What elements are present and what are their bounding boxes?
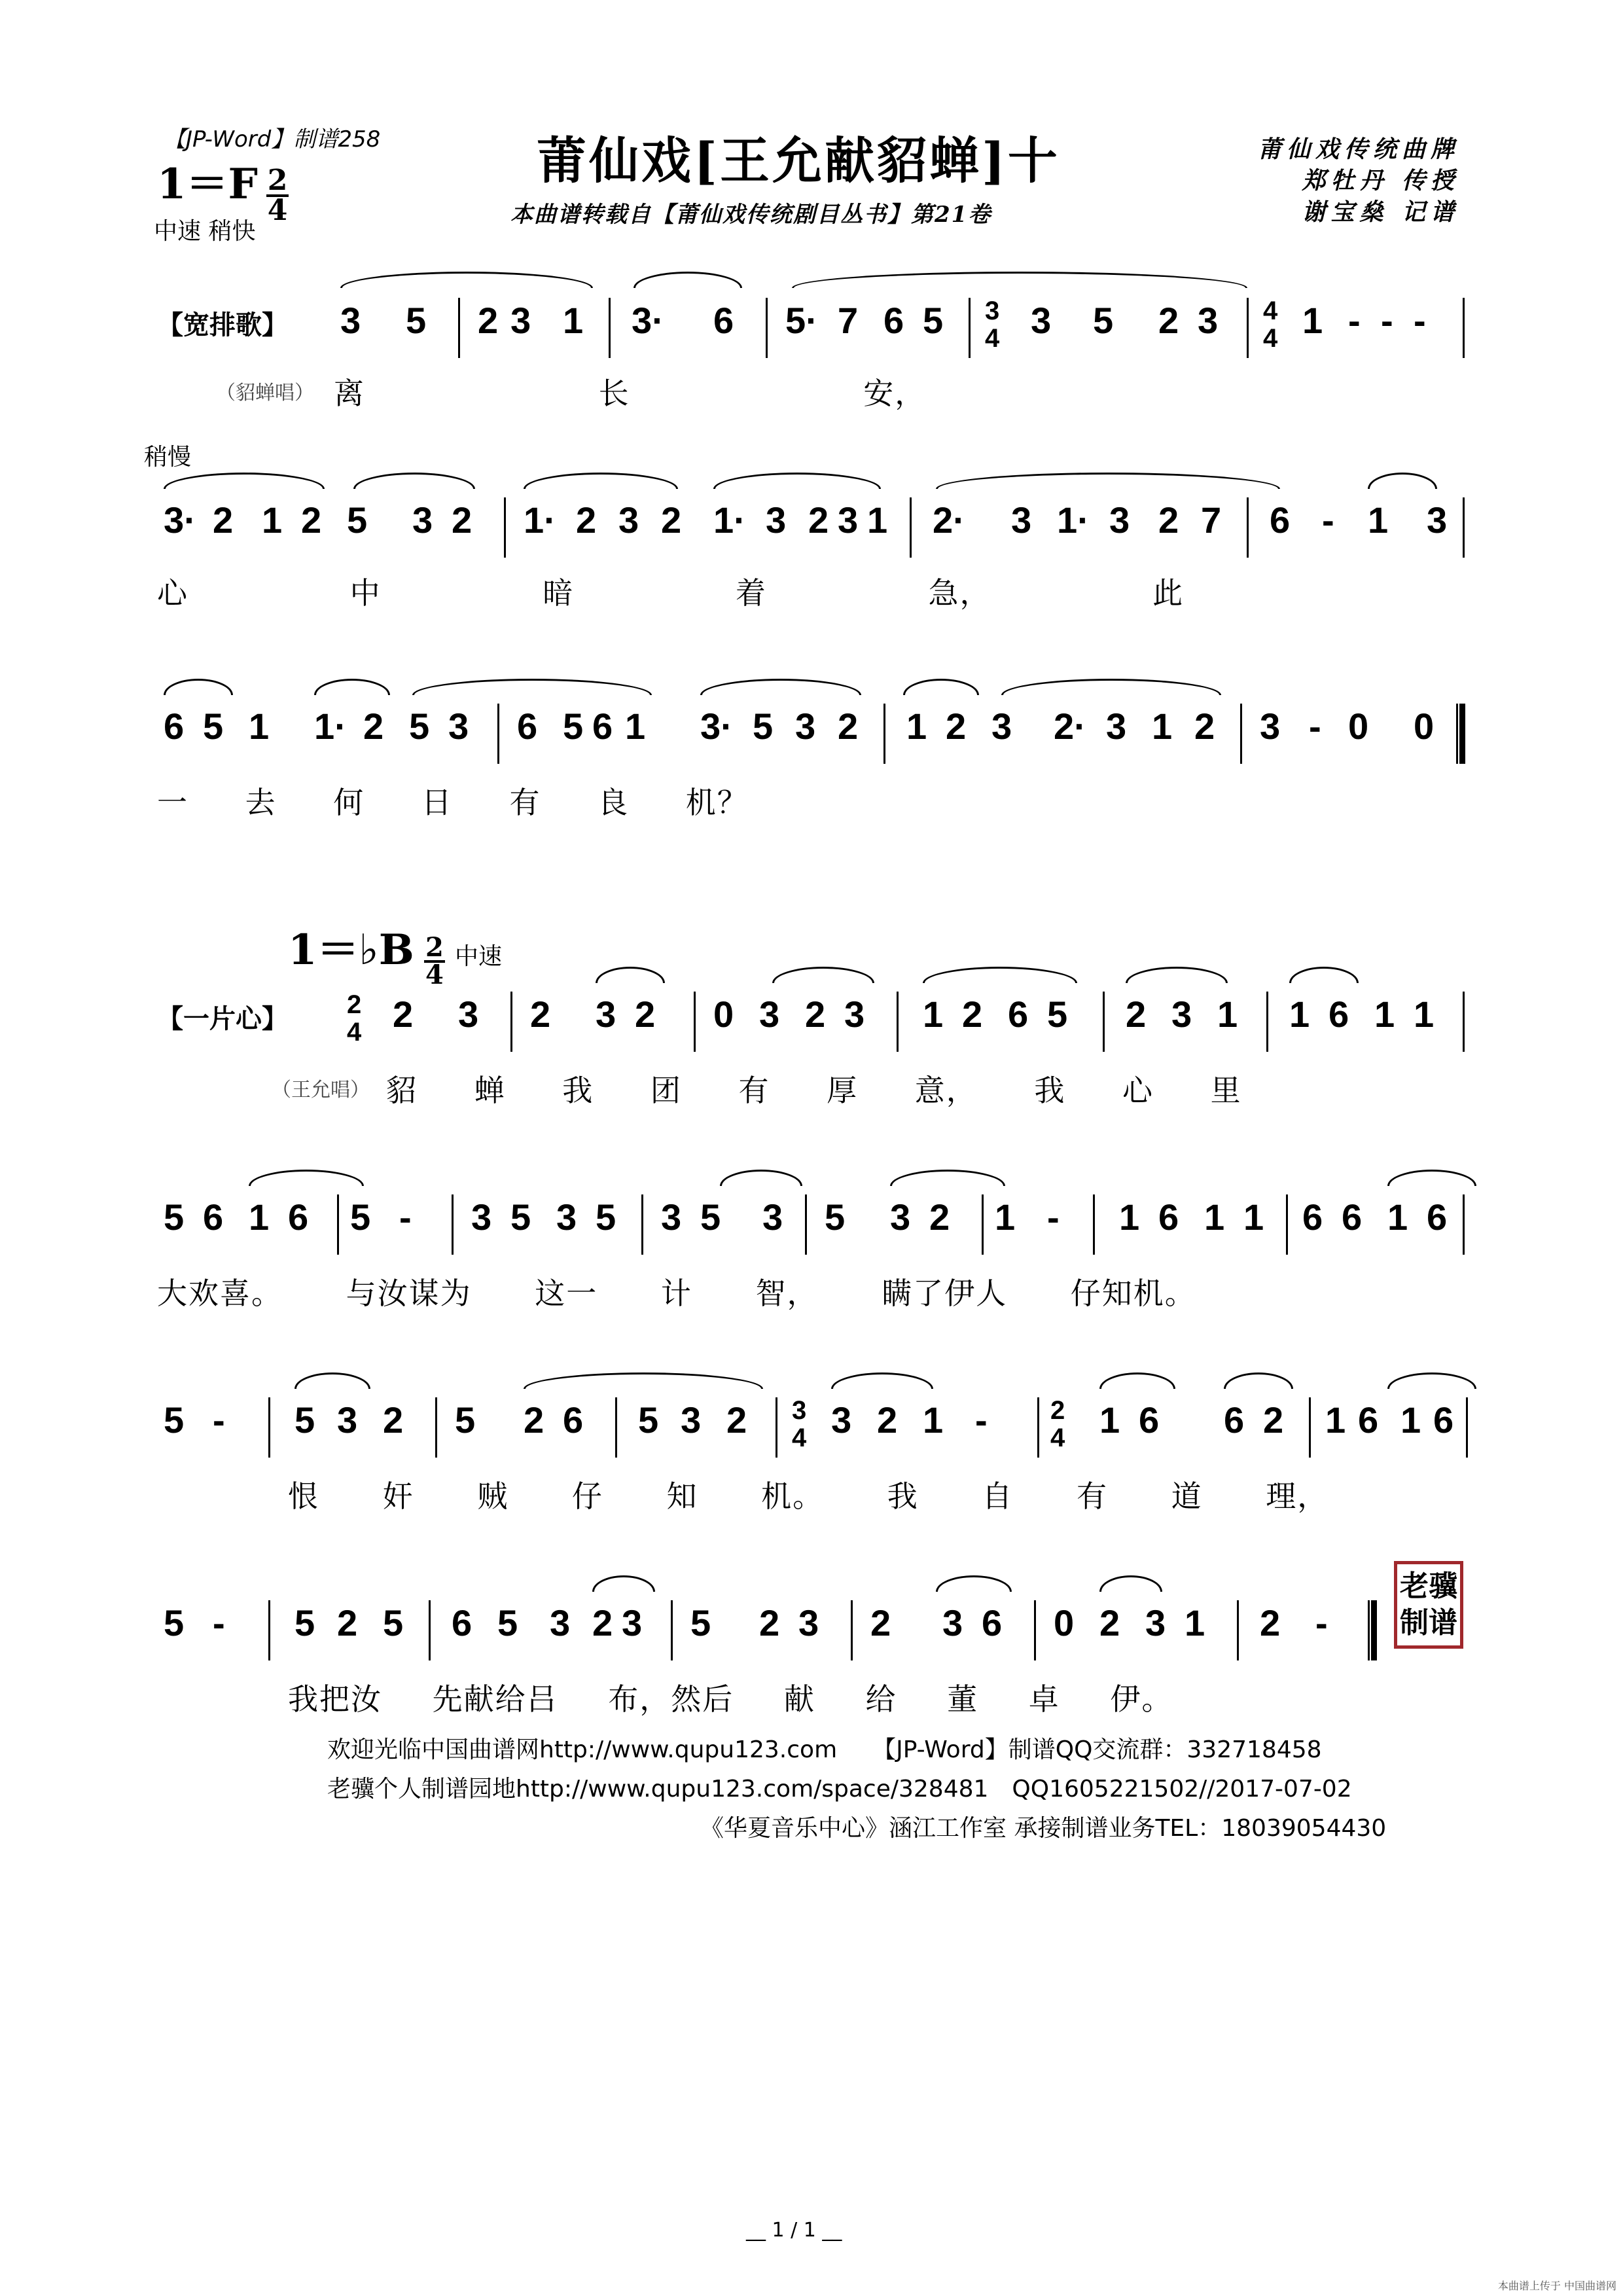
key-label-2: 1＝♭B [288, 925, 414, 975]
singer-label: （貂蝉唱） [216, 382, 314, 404]
credit-transcriber: 谢宝燊 记谱 [1302, 198, 1459, 226]
page-title: 莆仙戏[王允献貂蝉]十 [537, 132, 1060, 190]
maker-note: 【JP-Word】制谱258 [164, 126, 381, 152]
singer-label-2: （王允唱） [272, 1079, 370, 1102]
tempo-change: 稍慢 [144, 444, 192, 471]
score-line-1: 3 5 2 3 1 3· 6 5· 7 6 5 3 4 3 5 2 3 4 4 1 - - - [0, 298, 1623, 370]
lyrics-line-3: 一 去 何 日 有 良 机？ [157, 785, 749, 820]
score-line-2: 3· 2 1 2 5 3 2 1· 2 3 2 1· 3 2 3 1 2· 3 1· 3 2 7 6 - 1 3 [0, 497, 1623, 569]
footer-line-2: 老骥个人制谱园地http://www.qupu123.com/space/328481 QQ1605221502//2017-07-02 [327, 1776, 1352, 1803]
score-line-3: 6 5 1 1· 2 5 3 6 5 6 1 3· 5 3 2 1 2 3 2· 3 1 2 3 - 0 0 [0, 704, 1623, 776]
tempo-marking: 中速 稍快 [154, 218, 256, 245]
key-signature-2 [288, 916, 502, 988]
lyrics-line-4: 貂 蝉 我 团 有 厚 意， 我 心 里 [386, 1073, 1242, 1108]
footer-line-3: 《华夏音乐中心》涵江工作室 承接制谱业务TEL：18039054430 [700, 1815, 1387, 1842]
score-line-7: 5 - 5 2 5 6 5 3 2 3 5 2 3 2 3 6 0 2 3 1 2 - [0, 1600, 1623, 1672]
time-signature: $\frac{2}{4}$ [267, 163, 288, 227]
maker-stamp: 老骥 制谱 [1394, 1561, 1463, 1649]
score-line-6: 5 - 5 3 2 5 2 6 5 3 2 3 4 3 2 1 - 2 4 1 6 6 2 1 6 1 6 [0, 1397, 1623, 1469]
lyrics-line-6: 恨 奸 贼 仔 知 机。 我 自 有 道 理， [288, 1479, 1329, 1514]
credit-origin: 莆仙戏传统曲牌 [1257, 135, 1459, 163]
tune-tag-2: 【一片心】 [157, 1004, 288, 1034]
lyrics-line-7: 我把汝 先献给吕 布，然后 献 给 董 卓 伊。 [288, 1681, 1173, 1717]
tune-tag: 【宽排歌】 [157, 310, 288, 340]
credit-teacher: 郑牡丹 传授 [1302, 167, 1459, 194]
time-signature-2: $\frac{2}{4}$ [424, 935, 445, 988]
lyrics-line-1: 离 长 安， [334, 376, 927, 411]
watermark: 本曲谱上传于 中国曲谱网 [1497, 2280, 1616, 2292]
source-note: 本曲谱转载自【莆仙戏传统剧目丛书】第21卷 [510, 202, 992, 228]
page-number: __ 1 / 1 __ [746, 2219, 842, 2242]
score-line-5: 5 6 1 6 5 - 3 5 3 5 3 5 3 5 3 2 1 - 1 6 1 1 6 6 1 6 [0, 1194, 1623, 1266]
score-line-4: 2 4 2 3 2 3 2 0 3 2 3 1 2 6 5 2 3 1 1 6 1 1 [0, 992, 1623, 1064]
footer-line-1: 欢迎光临中国曲谱网http://www.qupu123.com 【JP-Word】制谱QQ交流群：332718458 [327, 1736, 1322, 1763]
key-label: 1＝F [157, 160, 258, 209]
lyrics-line-5: 大欢喜。 与汝谋为 这一 计 智， 瞒了伊人 仔知机。 [157, 1276, 1196, 1311]
tempo-marking-2: 中速 [455, 943, 503, 970]
lyrics-line-2: 心 中 暗 着 急， 此 [157, 575, 1185, 611]
